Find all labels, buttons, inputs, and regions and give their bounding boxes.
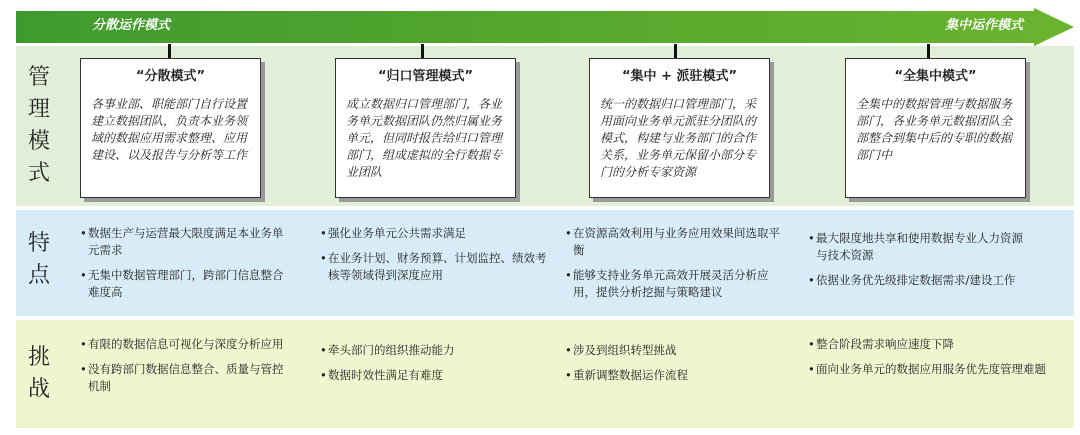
row-label-char: 特 [27,231,50,256]
feature-item: • 在业务计划、财务预算、计划监控、绩效考核等领域得到深度应用 [320,250,550,284]
mode-description: 统一的数据归口管理部门，采用面向业务单元派驻分团队的模式，构建与业务部门的合作关系，业务单元保留小部分专门的分析专家资源 [600,97,757,179]
feature-item: • 在资源高效利用与业务应用效果间选取平衡 [565,225,790,259]
mode-title: “归口管理模式” [377,69,474,84]
mode-box-centralized-management [335,58,516,198]
arrow-tick [421,44,424,58]
challenge-item: • 牵头部门的组织推动能力 [320,342,540,359]
feature-item: • 最大限度地共享和使用数据专业人力资源与技术资源 [808,230,1033,264]
challenge-item: • 整合阶段需求响应速度下降 [808,336,1048,353]
challenges-col-2 [320,342,540,392]
mode-description: 全集中的数据管理与数据服务部门，各业务单元数据团队全部整合到集中后的专职的数据部门中 [856,97,1013,162]
mode-title: “全集中模式” [894,69,977,84]
arrow-tick [674,44,677,58]
mode-box-fully-centralized [845,58,1026,198]
challenges-col-3 [565,342,785,392]
challenges-col-1 [80,336,285,403]
row-label-char: 挑 [27,345,50,370]
row-label-char: 模 [27,129,50,154]
arrow-tick [927,44,930,58]
feature-item: • 无集中数据管理部门，跨部门信息整合难度高 [80,267,292,301]
challenge-item: • 面向业务单元的数据应用服务优先度管理难题 [808,361,1048,378]
features-col-2 [320,225,550,292]
row-label-management-mode [16,62,62,190]
row-label-char: 点 [27,263,50,288]
mode-description: 成立数据归口管理部门，各业务单元数据团队仍然归属业务单元，但同时报告给归口管理部门，组成虚拟的全行数据专业团队 [346,97,503,179]
arrow-left-label: 分散运作模式 [92,18,171,33]
features-col-1 [80,225,292,309]
arrow-right-label: 集中运作模式 [945,18,1024,33]
mode-box-decentralized [80,58,261,198]
mode-box-central-dispatch [589,58,770,198]
features-col-3 [565,225,790,309]
challenge-item: • 有限的数据信息可视化与深度分析应用 [80,336,285,353]
row-label-char: 战 [27,377,50,402]
challenge-item: • 涉及到组织转型挑战 [565,342,785,359]
challenges-col-4 [808,336,1048,386]
mode-description: 各事业部、职能部门自行设置建立数据团队，负责本业务领域的数据应用需求整理、应用建设、以及报告与分析等工作 [91,97,248,162]
challenge-item: • 数据时效性满足有难度 [320,367,540,384]
row-label-features [16,228,62,292]
feature-item: • 强化业务单元公共需求满足 [320,225,550,242]
challenge-item: • 没有跨部门数据信息整合、质量与管控机制 [80,361,285,395]
arrow-tick [168,44,171,58]
challenge-item: • 重新调整数据运作流程 [565,367,785,384]
row-label-char: 式 [27,161,50,186]
feature-item: • 依据业务优先级排定数据需求/建设工作 [808,272,1033,289]
features-col-4 [808,230,1033,297]
feature-item: • 数据生产与运营最大限度满足本业务单元需求 [80,225,292,259]
mode-title: “分散模式” [135,69,206,84]
row-label-challenges [16,342,62,406]
row-label-char: 管 [27,65,50,90]
feature-item: • 能够支持业务单元高效开展灵活分析应用，提供分析挖掘与策略建议 [565,267,790,301]
mode-title: “集中 + 派驻模式” [621,69,738,84]
row-label-char: 理 [27,97,50,122]
